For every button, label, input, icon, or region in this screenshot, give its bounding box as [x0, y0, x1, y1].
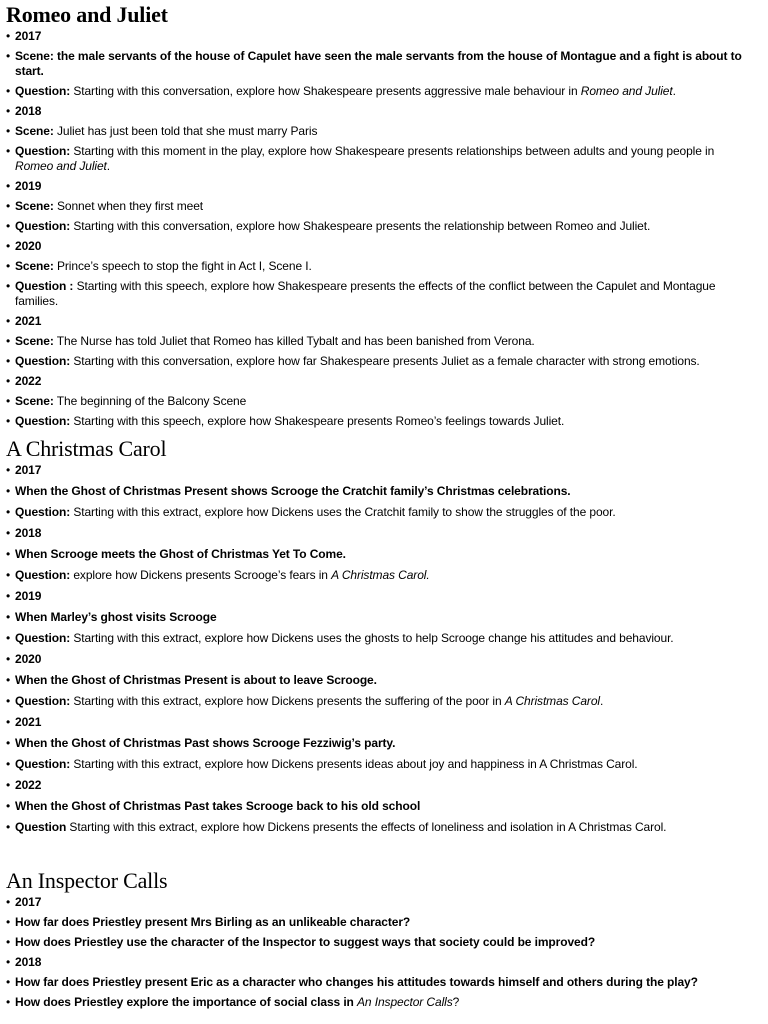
item-text: The Nurse has told Juliet that Romeo has killed Tybalt and has been banished from Verona.	[53, 334, 535, 348]
item-label: Scene:	[15, 259, 54, 273]
item-title-italic: Romeo and Juliet	[580, 84, 673, 98]
list-item	[0, 568, 754, 583]
year-heading	[0, 589, 754, 604]
list-item	[0, 547, 754, 562]
section-romeo-and-juliet	[0, 2, 768, 434]
question-list	[0, 29, 768, 429]
item-text: Sonnet when they first meet	[53, 199, 204, 213]
item-label: 2019	[15, 589, 42, 603]
item-text: Starting with this moment in the play, explore how Shakespeare presents relationships between adults and young people in	[70, 144, 715, 158]
question-list	[0, 895, 768, 1010]
list-item	[0, 414, 754, 429]
year-heading	[0, 778, 754, 793]
list-item	[0, 694, 754, 709]
list-item	[0, 279, 754, 309]
item-label: 2020	[15, 239, 42, 253]
item-label: When Marley’s ghost visits Scrooge	[15, 610, 217, 624]
list-item	[0, 144, 754, 174]
year-heading	[0, 29, 754, 44]
item-label: Question:	[15, 757, 71, 771]
item-label: Scene:	[15, 199, 54, 213]
item-text: Starting with this extract, explore how Dickens presents ideas about joy and happiness in A Christmas Carol.	[70, 757, 638, 771]
item-label: Question:	[15, 219, 71, 233]
item-text: .	[672, 84, 676, 98]
year-heading	[0, 652, 754, 667]
item-label: When the Ghost of Christmas Past shows Scrooge Fezziwig’s party.	[15, 736, 396, 750]
item-text: Juliet has just been told that she must marry Paris	[53, 124, 318, 138]
item-label: Scene:	[15, 124, 54, 138]
item-label: Question:	[15, 144, 71, 158]
item-title-italic: An Inspector Calls	[357, 995, 453, 1009]
list-item	[0, 935, 754, 950]
list-item	[0, 995, 754, 1010]
item-label: How far does Priestley present Eric as a character who changes his attitudes towards himself and others during the play?	[15, 975, 698, 989]
list-item	[0, 799, 754, 814]
year-heading	[0, 314, 754, 329]
item-text: Starting with this extract, explore how Dickens uses the ghosts to help Scrooge change his attitudes and behaviour.	[70, 631, 674, 645]
list-item	[0, 334, 754, 349]
section-title: Romeo and Juliet	[6, 2, 168, 27]
item-title-italic: A Christmas Carol	[504, 694, 600, 708]
year-heading	[0, 895, 754, 910]
item-text: ?	[452, 995, 460, 1009]
item-label: When the Ghost of Christmas Present shows Scrooge the Cratchit family’s Christmas celebrations.	[15, 484, 571, 498]
item-label: Question:	[15, 414, 71, 428]
year-heading	[0, 463, 754, 478]
item-label: Question	[15, 820, 67, 834]
item-label: Question:	[15, 694, 71, 708]
item-label: Scene: the male servants of the house of Capulet have seen the male servants from the house of Montague and a fight is about to start.	[15, 49, 742, 78]
item-text: explore how Dickens presents Scrooge’s fears in	[70, 568, 332, 582]
item-label: Question:	[15, 568, 71, 582]
item-text: .	[599, 694, 604, 708]
list-item	[0, 631, 754, 646]
item-label: Question:	[15, 84, 71, 98]
year-heading	[0, 104, 754, 119]
section-title: A Christmas Carol	[6, 436, 167, 461]
item-label: 2017	[15, 29, 42, 43]
item-label: 2018	[15, 526, 42, 540]
item-text: Starting with this extract, explore how Dickens presents the effects of loneliness and isolation in A Christmas Carol.	[66, 820, 667, 834]
item-text: Starting with this conversation, explore how Shakespeare presents the relationship between Romeo and Juliet.	[70, 219, 651, 233]
item-label: How far does Priestley present Mrs Birling as an unlikeable character?	[15, 915, 411, 929]
item-label: 2022	[15, 374, 42, 388]
item-label: Question:	[15, 354, 71, 368]
item-text: Starting with this extract, explore how Dickens uses the Cratchit family to show the struggles of the poor.	[70, 505, 616, 519]
item-label: 2021	[15, 715, 42, 729]
item-text: Starting with this conversation, explore how Shakespeare presents aggressive male behaviour in	[70, 84, 581, 98]
item-text: .	[106, 159, 111, 173]
item-label: How does Priestley use the character of the Inspector to suggest ways that society could be improved?	[15, 935, 596, 949]
item-text: The beginning of the Balcony Scene	[53, 394, 247, 408]
list-item	[0, 484, 754, 499]
list-item	[0, 49, 754, 79]
list-item	[0, 820, 754, 835]
list-item	[0, 219, 754, 234]
list-item	[0, 394, 754, 409]
item-label: Question:	[15, 505, 71, 519]
year-heading	[0, 526, 754, 541]
item-label: Question:	[15, 631, 71, 645]
item-label: 2018	[15, 955, 42, 969]
item-label: When the Ghost of Christmas Past takes Scrooge back to his old school	[15, 799, 421, 813]
list-item	[0, 736, 754, 751]
list-item	[0, 505, 754, 520]
year-heading	[0, 955, 754, 970]
section-a-christmas-carol	[0, 436, 768, 841]
item-text: Starting with this extract, explore how Dickens presents the suffering of the poor in	[70, 694, 505, 708]
item-label: 2017	[15, 463, 42, 477]
item-label: 2019	[15, 179, 42, 193]
year-heading	[0, 239, 754, 254]
list-item	[0, 915, 754, 930]
list-item	[0, 199, 754, 214]
list-item	[0, 673, 754, 688]
item-label: Scene:	[15, 394, 54, 408]
item-title-italic: Romeo and Juliet	[15, 159, 107, 173]
item-label: Question :	[15, 279, 74, 293]
list-item	[0, 975, 754, 990]
item-label: 2020	[15, 652, 42, 666]
item-label: When the Ghost of Christmas Present is about to leave Scrooge.	[15, 673, 377, 687]
list-item	[0, 757, 754, 772]
item-label: How does Priestley explore the importance of social class in	[15, 995, 358, 1009]
section-an-inspector-calls	[0, 868, 768, 1015]
list-item	[0, 259, 754, 274]
year-heading	[0, 715, 754, 730]
list-item	[0, 124, 754, 139]
year-heading	[0, 179, 754, 194]
item-label: 2017	[15, 895, 42, 909]
section-title: An Inspector Calls	[6, 868, 168, 893]
item-text: Starting with this conversation, explore how far Shakespeare presents Juliet as a female character with strong emotions.	[70, 354, 700, 368]
list-item	[0, 84, 754, 99]
item-text: Starting with this speech, explore how Shakespeare presents the effects of the conflict between the Capulet and Montague families.	[15, 279, 716, 308]
list-item	[0, 354, 754, 369]
year-heading	[0, 374, 754, 389]
item-text: Prince’s speech to stop the fight in Act I, Scene I.	[53, 259, 312, 273]
item-label: 2021	[15, 314, 42, 328]
item-label: 2018	[15, 104, 42, 118]
list-item	[0, 610, 754, 625]
question-list	[0, 463, 768, 835]
item-label: 2022	[15, 778, 42, 792]
item-title-italic: A Christmas Carol.	[331, 568, 430, 582]
item-label: Scene:	[15, 334, 54, 348]
item-text: Starting with this speech, explore how Shakespeare presents Romeo’s feelings towards Juliet.	[70, 414, 565, 428]
item-label: When Scrooge meets the Ghost of Christmas Yet To Come.	[15, 547, 346, 561]
